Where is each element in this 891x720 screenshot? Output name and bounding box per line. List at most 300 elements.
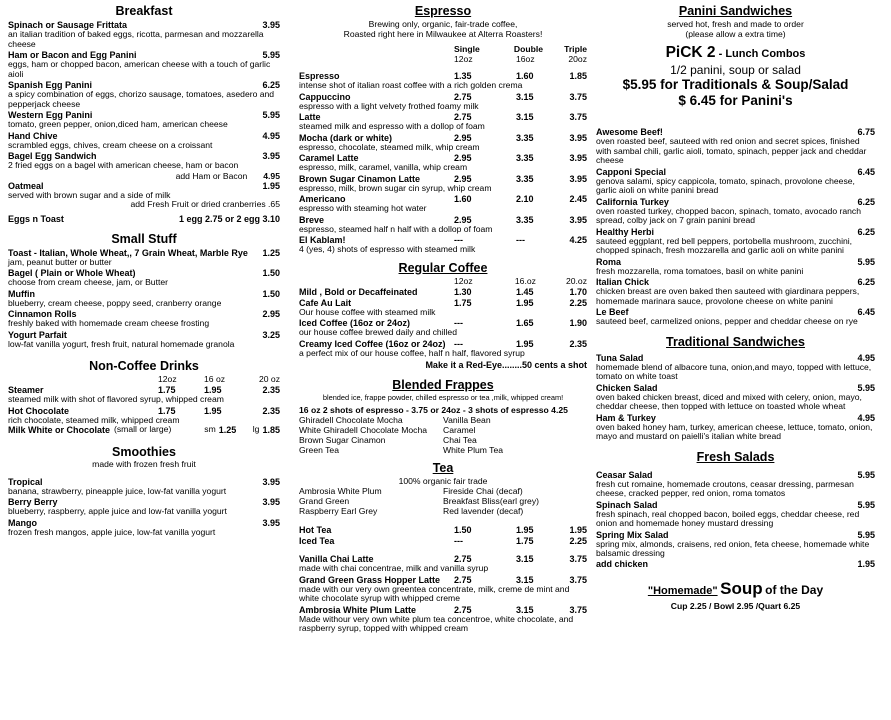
menu-item-price: 6.25	[262, 80, 280, 90]
price-small: ---	[454, 338, 463, 349]
menu-item-name: Cinnamon Rolls	[8, 309, 77, 319]
menu-item	[8, 151, 280, 171]
oatmeal-item: Oatmeal 1.95	[8, 180, 280, 191]
menu-item-price: 5.95	[262, 110, 280, 120]
tea-list	[299, 525, 587, 546]
menu-item-row	[299, 339, 587, 349]
flavor-name: Green Tea	[299, 445, 339, 455]
menu-item-name: Spinach Salad	[596, 499, 658, 510]
menu-item-name: Espresso	[299, 71, 340, 81]
menu-item-row	[299, 525, 587, 535]
menu-item-row	[596, 530, 875, 540]
menu-item	[596, 127, 875, 166]
price-small: 1.35	[454, 71, 472, 81]
menu-item-desc: choose from cream cheese, jam, or Butter	[8, 277, 169, 287]
price-small: 2.95	[454, 173, 472, 184]
menu-item-name: Le Beef	[596, 307, 629, 317]
menu-item-price: 5.95	[857, 529, 875, 540]
menu-item	[596, 277, 875, 306]
price-large: 3.95	[569, 173, 587, 184]
menu-item	[299, 554, 587, 574]
price-small: 2.75	[454, 91, 472, 102]
menu-item	[8, 20, 280, 49]
menu-item-desc: espresso, steamed half n half with a dollop of foam	[299, 223, 493, 234]
price-medium: 3.15	[516, 91, 534, 102]
menu-item-desc: spring mix, almonds, craisens, red onion, feta cheese, homemade white balsamic dressing	[596, 538, 870, 558]
menu-item-row	[8, 406, 280, 416]
menu-item-name: Ambrosia White Plum Latte	[299, 604, 417, 615]
price-medium: 3.35	[516, 153, 534, 163]
menu-item-desc: homemade blend of albacore tuna, onion,and mayo, topped with lettuce, tomato on white toast	[596, 361, 872, 381]
tea-lattes-list	[299, 554, 587, 634]
menu-item	[596, 500, 875, 529]
traditional-list	[596, 353, 875, 442]
espresso-list	[299, 71, 587, 255]
menu-item-name: Latte	[299, 112, 321, 122]
menu-item	[596, 353, 875, 382]
flavor-name: Chai Tea	[443, 435, 477, 445]
tea-flavors	[299, 486, 587, 516]
menu-item	[596, 167, 875, 196]
price-large: 4.25	[569, 235, 587, 245]
menu-item	[596, 470, 875, 499]
price-large: 2.35	[569, 338, 587, 349]
smoothies-list	[8, 477, 280, 538]
menu-item	[299, 575, 587, 604]
menu-item-desc: steamed milk with shot of flavored syrup, whipped cream	[8, 394, 224, 404]
price-medium: 1.75	[516, 536, 534, 546]
frappes-heading: Blended Frappes	[392, 378, 494, 392]
menu-item-desc: our house coffee brewed daily and chilled	[299, 327, 457, 337]
menu-item	[8, 268, 280, 288]
price-small: 1.75	[158, 385, 176, 395]
menu-item-price: 5.95	[857, 499, 875, 510]
eggs-toast-item: Eggs n Toast 1 egg 2.75 or 2 egg 3.10	[8, 213, 280, 224]
price-medium: 1.95	[204, 405, 222, 416]
menu-item-desc: made with chai concentrae, milk and vanilla syrup	[299, 563, 489, 573]
menu-item-name: Cafe Au Lait	[299, 297, 352, 308]
flavor-name: Grand Green	[299, 496, 350, 506]
menu-item-price: 6.25	[857, 226, 875, 237]
price-large: 2.35	[262, 405, 280, 416]
menu-item-desc: fresh mozzarella, roma tomatoes, basil on white panini	[596, 265, 804, 276]
menu-item-price: 6.45	[857, 307, 875, 317]
menu-item-desc: fresh spinach, real chopped bacon, boiled eggs, cheddar cheese, red onion and homemade honey mustard dressing	[596, 508, 860, 528]
menu-item-desc: espresso with a light velvety frothed foamy milk	[299, 100, 479, 111]
column-middle	[299, 4, 587, 634]
price-large: 3.75	[569, 574, 587, 585]
menu-item-name: Healthy Herbi	[596, 226, 655, 237]
menu-item-desc: sauteed beef, carmelized onions, pepper and cheddar cheese on rye	[596, 316, 858, 326]
menu-item-row	[596, 353, 875, 363]
price-medium: 1.95	[516, 338, 534, 349]
menu-item	[299, 71, 587, 91]
menu-item-desc: tomato, green pepper, onion,diced ham, american cheese	[8, 119, 228, 129]
price-large: 1.85	[569, 71, 587, 81]
menu-item	[8, 131, 280, 151]
price-medium: 3.15	[516, 112, 534, 122]
salads-heading: Fresh Salads	[696, 449, 775, 464]
menu-item-price: 5.95	[857, 256, 875, 267]
menu-item-desc: oven roasted turkey, chopped bacon, spinach, tomato, avocado ranch spread, colby jack on 7 grain panini bread	[596, 205, 861, 225]
price-large: 3.75	[569, 604, 587, 615]
menu-item-name: Creamy Iced Coffee (16oz or 24oz)	[299, 338, 446, 349]
column-right	[596, 4, 875, 611]
menu-item-name: Hot Chocolate	[8, 405, 70, 416]
menu-item-desc: espresso, chocolate, steamed milk, whip cream	[299, 141, 480, 152]
menu-item	[596, 413, 875, 442]
menu-item-row	[299, 133, 587, 143]
menu-item-price: 6.25	[857, 277, 875, 287]
price-small: 2.75	[454, 604, 472, 615]
menu-item-desc: freshly baked with homemade cream cheese frosting	[8, 318, 210, 328]
menu-item-price: 5.95	[857, 382, 875, 393]
menu-item	[596, 257, 875, 277]
traditional-heading: Traditional Sandwiches	[666, 334, 805, 349]
menu-item	[8, 80, 280, 109]
add-chicken-item: add chicken 1.95	[596, 558, 875, 569]
menu-item-row	[8, 330, 280, 340]
menu-item-desc: jam, peanut butter or butter	[8, 256, 112, 267]
price-large: 2.45	[569, 194, 587, 204]
menu-item-price: 3.95	[262, 497, 280, 507]
flavor-name: Raspberry Earl Grey	[299, 506, 378, 516]
menu-item-row	[299, 215, 587, 225]
menu-item-name: Berry Berry	[8, 497, 58, 507]
menu-item-desc: Our house coffee with steamed milk	[299, 306, 436, 317]
flavor-name: White Plum Tea	[443, 445, 504, 455]
flavor-name: Fireside Chai (decaf)	[443, 486, 523, 496]
price-large: 3.95	[569, 153, 587, 163]
price-medium: 3.15	[516, 604, 534, 615]
espresso-size-names: Single Double Triple	[454, 44, 587, 54]
menu-item-row	[8, 248, 280, 258]
price-medium: 3.15	[516, 554, 534, 564]
flavor-name: Red lavender (decaf)	[443, 506, 524, 516]
menu-item-desc: espresso with steaming hot water	[299, 203, 427, 213]
menu-item-name: Spanish Egg Panini	[8, 80, 93, 90]
espresso-sizes: 12oz 16oz 20oz	[454, 54, 587, 64]
menu-item-name: Cappuccino	[299, 91, 351, 102]
regular-coffee-list	[299, 287, 587, 359]
regular-coffee-sizes: 12oz 16.oz 20.oz	[454, 275, 587, 286]
menu-item-price: 1.50	[262, 288, 280, 299]
menu-item-price: 6.25	[857, 196, 875, 207]
menu-item	[299, 525, 587, 535]
menu-item-price: 6.45	[857, 166, 875, 177]
pick2-price-1: $5.95 for Traditionals & Soup/Salad	[622, 77, 849, 92]
non-coffee-list	[8, 385, 280, 425]
menu-item-name: Ham or Bacon and Egg Panini	[8, 50, 137, 60]
menu-item-name: Brown Sugar Cinamon Latte	[299, 173, 421, 184]
menu-item-price: 3.95	[262, 476, 280, 487]
price-small: ---	[454, 318, 463, 328]
flavor-name: Caramel	[443, 425, 476, 435]
price-medium: ---	[516, 235, 525, 245]
menu-item	[299, 92, 587, 112]
regular-coffee-heading: Regular Coffee	[398, 260, 488, 275]
menu-item-row	[299, 536, 587, 546]
menu-item-desc: chicken breast are oven baked then sauteed with giardinara peppers, homemade marinara sauce, provolone cheese on white panini	[596, 286, 860, 306]
price-small: 1.60	[454, 194, 472, 204]
menu-item-desc: steamed milk and espresso with a dollop of foam	[299, 121, 485, 131]
menu-item-price: 5.95	[857, 469, 875, 480]
small-stuff-heading: Small Stuff	[111, 231, 177, 246]
menu-item-price: 1.50	[262, 268, 280, 278]
menu-item	[299, 536, 587, 546]
non-coffee-heading: Non-Coffee Drinks	[89, 359, 199, 373]
price-medium: 3.35	[516, 132, 534, 143]
menu-item-name: Breve	[299, 214, 325, 225]
menu-item-name: California Turkey	[596, 196, 669, 207]
menu-item	[596, 197, 875, 226]
flavor-name: White Ghiradell Chocolate Mocha	[299, 425, 428, 435]
menu-item-row	[596, 383, 875, 393]
menu-item-price: 3.95	[262, 20, 280, 30]
menu-item-price: 3.25	[262, 329, 280, 340]
espresso-intro-2: Roasted right here in Milwaukee at Alterra Roasters!	[343, 29, 543, 39]
menu-item	[8, 330, 280, 350]
menu-item	[8, 477, 280, 497]
price-small: 1.50	[454, 525, 472, 535]
price-large: 3.95	[569, 214, 587, 225]
menu-item	[8, 110, 280, 130]
menu-item-name: Mocha (dark or white)	[299, 132, 393, 143]
menu-item	[596, 383, 875, 412]
panini-sub-1: served hot, fresh and made to order	[667, 19, 804, 29]
menu-item-desc: rich chocolate, steamed milk, whipped cream	[8, 414, 180, 425]
panini-list	[596, 127, 875, 327]
price-small: 2.95	[454, 153, 472, 163]
menu-item-name: Spinach or Sausage Frittata	[8, 20, 128, 30]
flavor-name: Vanilla Bean	[443, 415, 491, 425]
menu-item-name: Bagel Egg Sandwich	[8, 151, 97, 161]
menu-item-name: Roma	[596, 256, 622, 267]
price-large: 1.90	[569, 318, 587, 328]
menu-item-row	[8, 518, 280, 528]
menu-item-desc: blueberry, raspberry, apple juice and low-fat vanilla yogurt	[8, 506, 227, 516]
menu-item-price: 1.25	[262, 247, 280, 258]
menu-item-name: Americano	[299, 194, 346, 204]
menu-item-row	[299, 174, 587, 184]
menu-item-name: Western Egg Panini	[8, 110, 93, 120]
frappes-pricing: 16 oz 2 shots of espresso - 3.75 or 24oz - 3 shots of espresso 4.25	[299, 405, 568, 415]
menu-item-name: Iced Tea	[299, 536, 335, 546]
menu-item-name: Toast - Italian, Whole Wheat,, 7 Grain Wheat, Marble Rye	[8, 247, 248, 258]
menu-item-desc: scrambled eggs, chives, cream cheese on a croissant	[8, 139, 213, 150]
price-large: 1.70	[569, 286, 587, 297]
tea-subtitle: 100% organic fair trade	[398, 476, 488, 486]
frappe-flavors	[299, 415, 587, 455]
price-medium: 1.60	[516, 71, 534, 81]
price-small: 2.75	[454, 574, 472, 585]
menu-item	[8, 309, 280, 329]
espresso-intro-1: Brewing only, organic, fair-trade coffee,	[368, 19, 518, 29]
frappes-desc: blended ice, frappe powder, chilled espresso or tea ,milk, whipped cream!	[322, 393, 564, 402]
price-medium: 1.45	[516, 286, 534, 297]
menu-item-row	[299, 287, 587, 297]
menu-item	[299, 194, 587, 214]
menu-item-name: Mild , Bold or Decaffeinated	[299, 286, 418, 297]
menu-item-name: Capponi Special	[596, 166, 667, 177]
menu-item-desc: sauteed eggplant, red bell peppers, portobella mushroom, zucchini, chopped spinach, fresh mozzarella and garlic aoli on white panini	[596, 235, 853, 255]
menu-item-price: 5.95	[262, 50, 280, 60]
menu-item-desc: fresh cut romaine, homemade croutons, ceasar dressing, parmesan cheese, cracked pepper, red onion, roma tomatos	[596, 478, 854, 498]
oatmeal-desc: served with brown sugar and a side of milk	[8, 189, 171, 200]
menu-item-desc: oven roasted beef, sauteed with red onion and secret spices, finished with sambal chili, garlic aioli, tomato, spinach, pepper jack and cheddar cheese	[596, 136, 867, 165]
price-medium: 2.10	[516, 194, 534, 204]
menu-item-name: Iced Coffee (16oz or 24oz)	[299, 318, 411, 328]
menu-item-desc: banana, strawberry, pineapple juice, low-fat vanilla yogurt	[8, 485, 227, 496]
menu-item	[299, 174, 587, 194]
price-small: ---	[454, 235, 463, 245]
column-left	[8, 4, 280, 537]
panini-sub-2: (please allow a extra time)	[685, 29, 786, 39]
price-small: 1.75	[454, 297, 472, 308]
menu-item-price: 6.75	[857, 127, 875, 137]
menu-item	[596, 227, 875, 256]
price-small: 2.95	[454, 214, 472, 225]
menu-item-row	[299, 605, 587, 615]
menu-item-desc: oven baked honey ham, turkey, american cheese, lettuce, tomato, onion, mayo and mustard on paielli's italian white bread	[596, 421, 873, 441]
menu-item-row	[8, 477, 280, 487]
price-large: 3.75	[569, 91, 587, 102]
menu-item-price: 3.95	[262, 151, 280, 161]
menu-item-desc: 2 fried eggs on a bagel with american cheese, ham or bacon	[8, 160, 239, 170]
price-small: 1.75	[158, 405, 176, 416]
espresso-heading: Espresso	[414, 4, 472, 18]
price-large: 1.95	[569, 525, 587, 535]
menu-item-row	[8, 131, 280, 141]
menu-item	[8, 248, 280, 268]
menu-item-name: Hand Chive	[8, 130, 58, 141]
price-large: 2.25	[569, 536, 587, 546]
menu-item	[299, 153, 587, 173]
milk-item: Milk White or Chocolate (small or large) sm 1.25 lg 1.85	[8, 424, 280, 435]
salads-list	[596, 470, 875, 559]
price-small: 2.75	[454, 112, 472, 122]
menu-item-row	[596, 257, 875, 267]
menu-item	[299, 215, 587, 235]
menu-item-desc: genova salami, spicy cappicola, tomato, spinach, provolone cheese, garlic aioli on white panini bread	[596, 175, 855, 195]
menu-item	[299, 339, 587, 359]
menu-item-desc: oven baked chicken breast, diced and mixed with celery, onion, mayo, cheddar cheese, then topped with lettuce on toasted whole wheat	[596, 391, 862, 411]
menu-item-desc: blueberry, cream cheese, poppy seed, cranberry orange	[8, 297, 222, 308]
price-small: ---	[454, 536, 463, 546]
menu-item	[299, 133, 587, 153]
price-large: 2.25	[569, 297, 587, 308]
menu-item-row	[596, 167, 875, 177]
price-medium: 3.15	[516, 574, 534, 585]
menu-item-desc: low-fat vanilla yogurt, fresh fruit, natural homemade granola	[8, 338, 235, 349]
menu-item-name: Tuna Salad	[596, 352, 644, 363]
menu-item-desc: frozen fresh mangos, apple juice, low-fat vanilla yogurt	[8, 526, 216, 537]
menu-item-desc: a perfect mix of our house coffee, half n half, flavored syrup	[299, 347, 525, 358]
menu-item	[8, 518, 280, 538]
menu-item-desc: espresso, milk, caramel, vanilla, whip cream	[299, 162, 468, 172]
menu-item-name: Grand Green Grass Hopper Latte	[299, 574, 441, 585]
soup-prices: Cup 2.25 / Bowl 2.95 /Quart 6.25	[670, 600, 801, 611]
flavor-name: Ghiradell Chocolate Mocha	[299, 415, 403, 425]
menu-item	[299, 287, 587, 297]
menu-item-name: Muffin	[8, 288, 35, 299]
menu-item-desc: 4 (yes, 4) shots of espresso with steamed milk	[299, 244, 476, 254]
price-large: 3.95	[569, 132, 587, 143]
menu-item-desc: Made withour very own white plum tea concentroe, white chocolate, and raspberry syrup, topped with whipped cream	[299, 613, 574, 633]
menu-item-price: 4.95	[857, 352, 875, 363]
menu-item-name: Caramel Latte	[299, 153, 359, 163]
menu-item-desc: a spicy combination of eggs, chorizo sausage, tomatoes, asedero and pepperjack cheese	[8, 89, 275, 109]
pick2-heading: PiCK 2 - Lunch Combos	[665, 44, 806, 61]
price-large: 2.35	[262, 385, 280, 395]
menu-item-name: Ham & Turkey	[596, 412, 656, 423]
addon-ham: add Ham or Bacon 4.95	[175, 170, 280, 181]
tea-heading: Tea	[432, 461, 454, 475]
menu-item	[299, 298, 587, 318]
menu-item-name: Tropical	[8, 476, 43, 487]
menu-item-price: 4.95	[857, 412, 875, 423]
menu-item-price: 2.95	[262, 309, 280, 319]
price-small: 2.75	[454, 554, 472, 564]
menu-item-row	[596, 413, 875, 423]
small-stuff-list	[8, 248, 280, 350]
flavor-name: Ambrosia White Plum	[299, 486, 382, 496]
menu-item	[8, 497, 280, 517]
smoothies-subtitle: made with frozen fresh fruit	[92, 459, 196, 469]
menu-item-desc: made with our very own greentea concentrate, milk, creme de mint and white chocolate syrup with whipped creme	[299, 583, 570, 603]
menu-item-price: 4.95	[262, 130, 280, 141]
menu-item	[8, 50, 280, 79]
menu-item-desc: an italian tradition of baked eggs, ricotta, parmesan and mozzarella cheese	[8, 29, 264, 49]
price-small: 1.30	[454, 286, 472, 297]
menu-item-row	[596, 197, 875, 207]
menu-item-row	[8, 289, 280, 299]
red-eye-note: Make it a Red-Eye........50 cents a shot	[425, 360, 587, 370]
menu-item	[299, 235, 587, 255]
menu-item-name: Yogurt Parfait	[8, 329, 67, 340]
menu-item	[299, 112, 587, 132]
price-large: 3.75	[569, 554, 587, 564]
price-large: 3.75	[569, 112, 587, 122]
menu-item-name: Hot Tea	[299, 525, 332, 535]
pick2-sub: 1/2 panini, soup or salad	[670, 63, 801, 77]
menu-item-name: Mango	[8, 517, 37, 528]
menu-item-name: Vanilla Chai Latte	[299, 554, 374, 564]
menu-item-name: Chicken Salad	[596, 382, 658, 393]
oat-addon: add Fresh Fruit or dried cranberries .65	[130, 199, 280, 209]
non-coffee-sizes: 12oz 16 oz 20 oz	[158, 374, 280, 384]
menu-item-name: Spring Mix Salad	[596, 529, 669, 540]
price-small: 2.95	[454, 132, 472, 143]
menu-item-row	[596, 470, 875, 480]
soup-heading: "Homemade" Soup of the Day	[647, 578, 824, 598]
menu-item	[299, 605, 587, 634]
menu-item-row	[299, 298, 587, 308]
price-medium: 1.65	[516, 318, 534, 328]
menu-item-price: 3.95	[262, 517, 280, 528]
price-medium: 1.95	[516, 297, 534, 308]
menu-item-desc: espresso, milk, brown sugar cin syrup, whip cream	[299, 182, 492, 193]
menu-item-name: El Kablam!	[299, 235, 346, 245]
price-medium: 3.35	[516, 173, 534, 184]
menu-item	[596, 307, 875, 327]
menu-item	[596, 530, 875, 559]
menu-item	[8, 289, 280, 309]
menu-item	[299, 318, 587, 338]
price-medium: 1.95	[516, 525, 534, 535]
menu-item-name: Awesome Beef!	[596, 127, 663, 137]
menu-item-desc: intense shot of italian roast coffee with a rich golden crema	[299, 80, 523, 90]
